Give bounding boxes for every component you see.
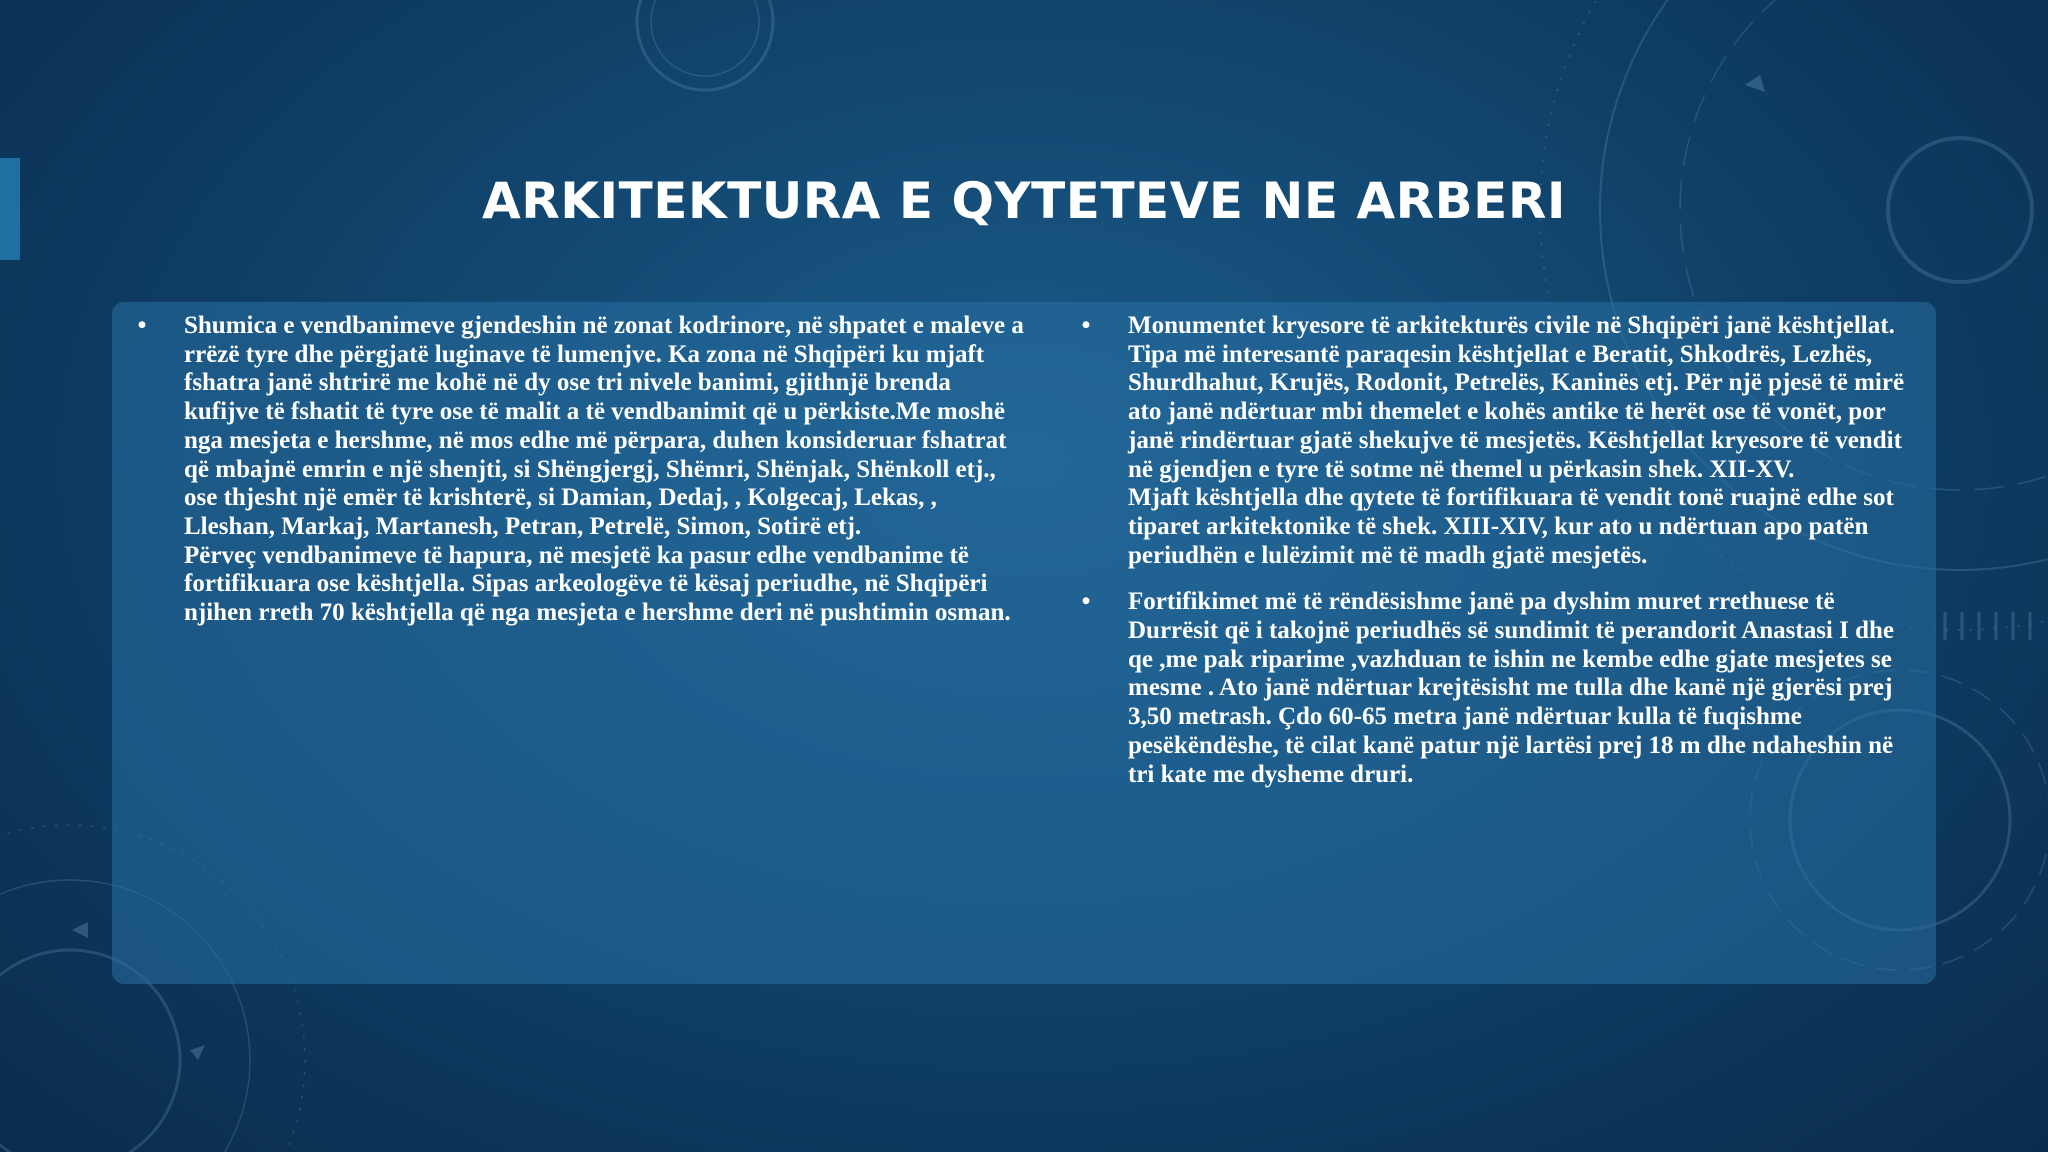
bullet-item: [1076, 312, 1916, 570]
ring-top-center-inner: [651, 0, 759, 76]
paragraph: Mjaft kështjella dhe qytete të fortifikuara të vendit tonë ruajnë edhe sot tiparet arkitektonike të shek. XIII-XIV, kur ato u ndërtuan apo patën periudhën e lulëzimit më të madh gjatë mesjetës.: [1128, 484, 1894, 569]
arrow-marker-bottom-left: [72, 922, 88, 938]
bullet-mark: •: [137, 312, 147, 339]
paragraph: Monumentet kryesore të arkitekturës civile në Shqipëri janë kështjellat. Tipa më interesantë paraqesin kështjellat e Beratit, Shkodrës, Lezhës, Shurdhahut, Krujës, Rodonit, Petrelës, Kaninës etj. Për një pjesë të mirë ato janë ndërtuar mbi themelet e kohës antike të herët ose të vonët, por janë rindërtuar gjatë shekujve të mesjetës. Kështjellat kryesore të vendit në gjendjen e tyre të sotme në themel u përkasin shek. XII-XV.: [1128, 312, 1905, 483]
bullet-mark: •: [1081, 588, 1091, 616]
left-column: [132, 312, 1032, 646]
arrow-marker-bottom-left-2: [190, 1045, 205, 1060]
right-column: [1076, 312, 1916, 807]
paragraph: Shumica e vendbanimeve gjendeshin në zonat kodrinore, në shpatet e maleve a rrëzë tyre dhe përgjatë luginave të lumenjve. Ka zona në Shqipëri ku mjaft fshatra janë shtrirë me kohë në dy ose tri nivele banimi, gjithnjë brenda kufijve të fshatit të tyre ose të malit a të vendbanimit që u përkiste.Me moshë nga mesjeta e hershme, në mos edhe më përpara, duhen konsideruar fshatrat që mbajnë emrin e një shenjti, si Shëngjergj, Shëmri, Shënjak, Shënkoll etj., ose thjesht një emër të krishterë, si Damian, Dedaj, , Kolgecaj, Lekas, , Lleshan, Markaj, Martanesh, Petran, Petrelë, Simon, Sotirë etj.: [184, 312, 1024, 540]
paragraph: Përveç vendbanimeve të hapura, në mesjetë ka pasur edhe vendbanime të fortifikuara ose kështjella. Sipas arkeologëve të kësaj periudhe, në Shqipëri njihen rreth 70 kështjella që nga mesjeta e hershme deri në pushtimin osman.: [184, 541, 1011, 627]
paragraph: Fortifikimet më të rëndësishme janë pa dyshim muret rrethuese të Durrësit që i takojnë periudhës së sundimit të perandorit Anastasi I dhe qe ,me pak riparime ,vazhduan te ishin ne kembe edhe gjate mesjetes se mesme . Ato janë ndërtuar krejtësisht me tulla dhe kanë një gjerësi prej 3,50 metrash. Çdo 60-65 metra janë ndërtuar kulla të fuqishme pesëkëndëshe, të cilat kanë patur një lartësi prej 18 m dhe ndaheshin në tri kate me dysheme druri.: [1128, 588, 1895, 788]
bullet-item: [1076, 588, 1916, 789]
arrow-marker-top-right: [1745, 75, 1765, 92]
bullet-item: [132, 312, 1032, 628]
slide-title: ARKITEKTURA E QYTETEVE NE ARBERI: [482, 172, 1566, 230]
bullet-mark: •: [1081, 312, 1091, 339]
